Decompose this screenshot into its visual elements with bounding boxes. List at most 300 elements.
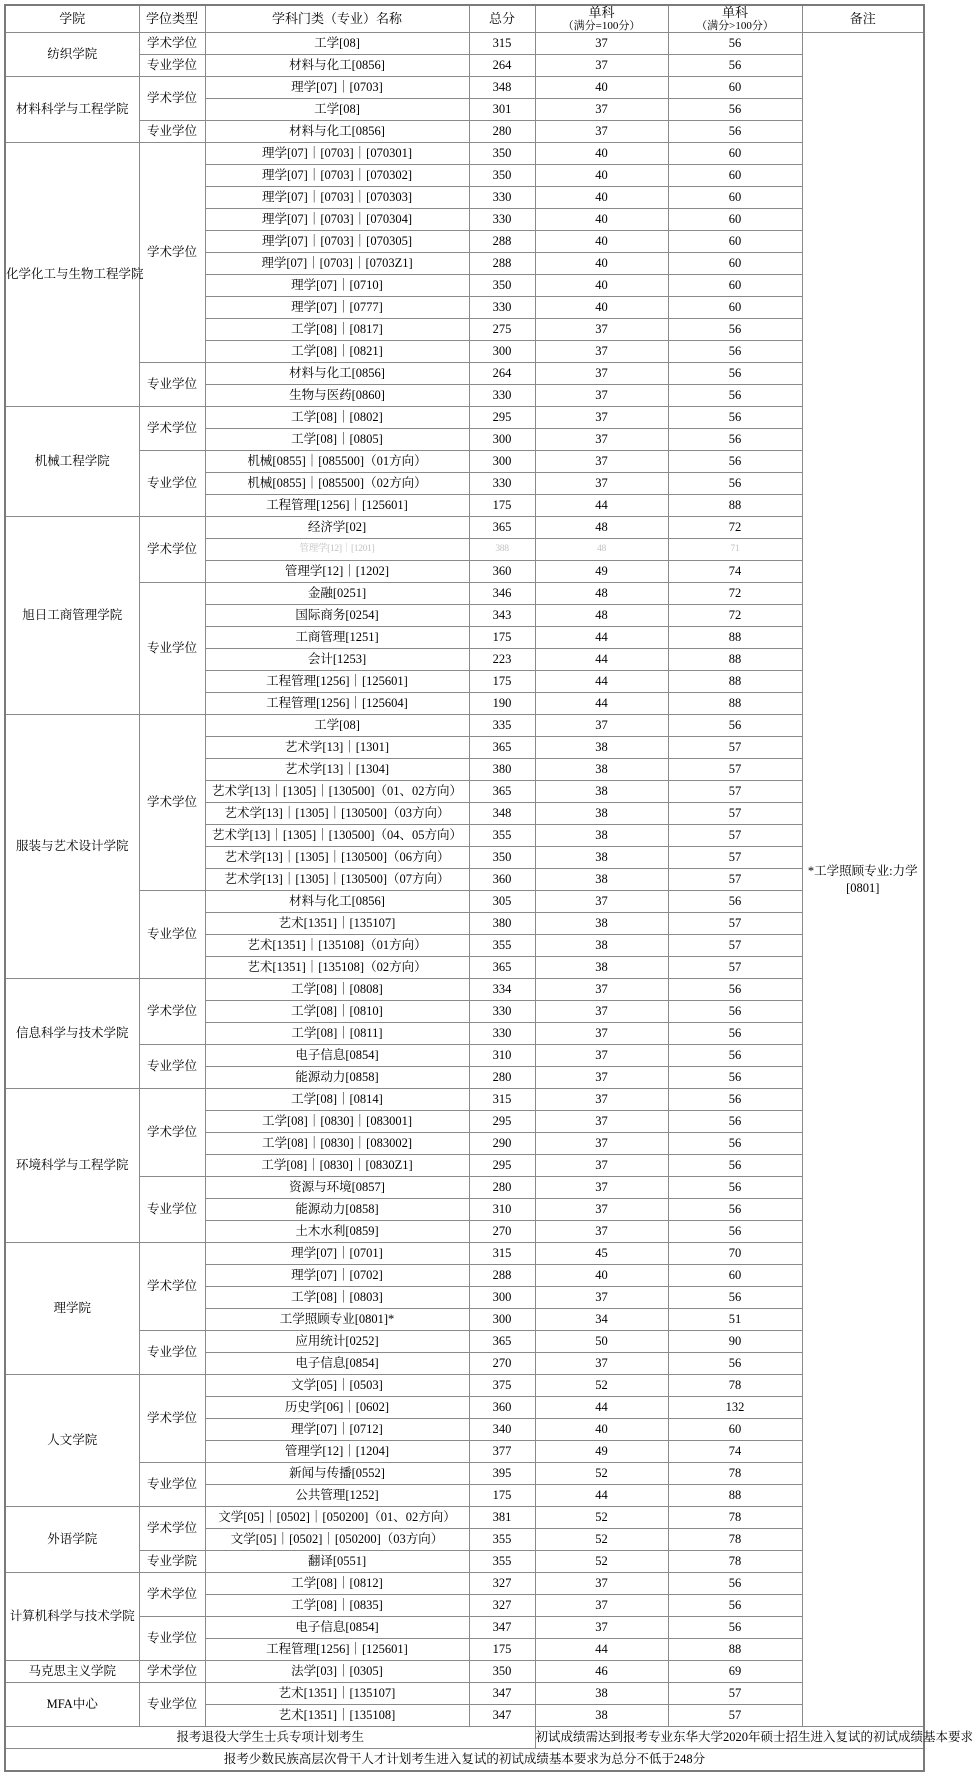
total-score-cell: 365 [469,781,535,803]
single-score-over-100-cell: 88 [668,649,802,671]
total-score-cell: 175 [469,671,535,693]
single-score-100-cell: 37 [535,451,668,473]
degree-type-cell: 学术学位 [139,979,205,1045]
table-row [5,891,924,913]
major-name-cell: 公共管理[1252] [205,1485,469,1507]
total-score-cell: 301 [469,99,535,121]
single-score-100-cell: 37 [535,1353,668,1375]
single-score-over-100-cell: 56 [668,407,802,429]
total-score-cell: 175 [469,627,535,649]
degree-type-cell: 专业学位 [139,583,205,715]
major-name-cell: 艺术[1351]｜[135108]（01方向） [205,935,469,957]
single-score-100-cell: 37 [535,1067,668,1089]
single-score-over-100-cell: 57 [668,957,802,979]
degree-type-cell: 专业学位 [139,55,205,77]
total-score-cell: 280 [469,121,535,143]
single-score-100-cell: 52 [535,1507,668,1529]
single-score-100-cell: 40 [535,275,668,297]
table-row [5,1617,924,1639]
single-score-over-100-cell: 56 [668,1155,802,1177]
college-name-cell: 材料科学与工程学院 [5,77,139,143]
major-name-cell: 能源动力[0858] [205,1067,469,1089]
table-row [5,1507,924,1529]
major-name-cell: 工程管理[1256]｜[125604] [205,693,469,715]
major-name-cell: 理学[07]｜[0703]｜[070302] [205,165,469,187]
total-score-cell: 350 [469,275,535,297]
single-score-100-cell: 45 [535,1243,668,1265]
single-score-100-cell: 37 [535,385,668,407]
single-score-100-cell: 38 [535,803,668,825]
total-score-cell: 190 [469,693,535,715]
single-score-over-100-cell: 78 [668,1529,802,1551]
major-name-cell: 工学[08]｜[0811] [205,1023,469,1045]
single-score-100-cell: 37 [535,1287,668,1309]
single-score-100-cell: 49 [535,561,668,583]
single-score-over-100-cell: 56 [668,1067,802,1089]
major-name-cell: 理学[07]｜[0710] [205,275,469,297]
single-score-100-cell: 37 [535,407,668,429]
major-name-cell: 工学[08]｜[0805] [205,429,469,451]
total-score-cell: 375 [469,1375,535,1397]
total-score-cell: 175 [469,495,535,517]
degree-type-cell: 学术学位 [139,1573,205,1617]
single-score-over-100-cell: 56 [668,1001,802,1023]
single-score-over-100-cell: 57 [668,847,802,869]
total-score-cell: 223 [469,649,535,671]
degree-type-cell: 专业学位 [139,1683,205,1727]
degree-type-cell: 学术学位 [139,1375,205,1463]
total-score-cell: 334 [469,979,535,1001]
single-score-over-100-cell: 88 [668,627,802,649]
major-name-cell: 艺术学[13]｜[1301] [205,737,469,759]
single-score-over-100-cell: 78 [668,1507,802,1529]
remark-note-line1: *工学照顾专业:力学 [807,863,918,878]
major-name-cell: 能源动力[0858] [205,1199,469,1221]
single-score-over-100-cell: 56 [668,1177,802,1199]
major-name-cell: 工学[08]｜[0814] [205,1089,469,1111]
single-score-100-cell: 37 [535,1111,668,1133]
table-body [5,33,924,1727]
single-score-over-100-cell: 60 [668,275,802,297]
single-score-over-100-cell: 56 [668,55,802,77]
single-score-100-cell: 37 [535,1001,668,1023]
table-row [5,1661,924,1683]
single-score-100-cell: 40 [535,187,668,209]
total-score-cell: 388 [469,539,535,561]
major-name-cell: 文学[05]｜[0503] [205,1375,469,1397]
total-score-cell: 295 [469,1111,535,1133]
single-score-100-cell: 37 [535,319,668,341]
major-name-cell: 材料与化工[0856] [205,55,469,77]
total-score-cell: 355 [469,825,535,847]
total-score-cell: 380 [469,759,535,781]
total-score-cell: 348 [469,803,535,825]
single-score-over-100-cell: 56 [668,1617,802,1639]
table-row [5,979,924,1001]
single-score-100-cell: 40 [535,1419,668,1441]
single-score-over-100-cell: 56 [668,363,802,385]
single-score-100-cell: 44 [535,1397,668,1419]
single-score-over-100-cell: 57 [668,869,802,891]
header-remark: 备注 [802,5,924,33]
single-score-over-100-cell: 88 [668,1485,802,1507]
total-score-cell: 300 [469,341,535,363]
total-score-cell: 290 [469,1133,535,1155]
single-score-100-cell: 37 [535,1155,668,1177]
total-score-cell: 365 [469,1331,535,1353]
major-name-cell: 艺术[1351]｜[135107] [205,1683,469,1705]
major-name-cell: 电子信息[0854] [205,1045,469,1067]
major-name-cell: 工学[08]｜[0835] [205,1595,469,1617]
degree-type-cell: 专业学位 [139,1177,205,1243]
single-score-100-cell: 38 [535,1683,668,1705]
major-name-cell: 国际商务[0254] [205,605,469,627]
single-score-over-100-cell: 57 [668,781,802,803]
single-score-over-100-cell: 72 [668,517,802,539]
table-row [5,583,924,605]
table-header [5,5,924,33]
major-name-cell: 理学[07]｜[0703] [205,77,469,99]
total-score-cell: 360 [469,869,535,891]
single-score-100-cell: 46 [535,1661,668,1683]
total-score-cell: 310 [469,1199,535,1221]
major-name-cell: 工学[08]｜[0821] [205,341,469,363]
single-score-100-cell: 40 [535,209,668,231]
table-row [5,55,924,77]
major-name-cell: 工学[08]｜[0830]｜[0830Z1] [205,1155,469,1177]
single-score-over-100-cell: 60 [668,143,802,165]
single-score-100-cell: 37 [535,1045,668,1067]
college-name-cell: 理学院 [5,1243,139,1375]
degree-type-cell: 专业学位 [139,1617,205,1661]
single-score-100-cell: 38 [535,1705,668,1727]
total-score-cell: 360 [469,1397,535,1419]
total-score-cell: 275 [469,319,535,341]
single-score-over-100-cell: 57 [668,1705,802,1727]
single-score-100-cell: 44 [535,1485,668,1507]
single-score-100-cell: 40 [535,143,668,165]
degree-type-cell: 学术学位 [139,1089,205,1177]
total-score-cell: 315 [469,33,535,55]
major-name-cell: 应用统计[0252] [205,1331,469,1353]
single-score-100-cell: 44 [535,693,668,715]
header-single-over-100-line1: 单科 [721,5,748,20]
single-score-over-100-cell: 56 [668,979,802,1001]
total-score-cell: 270 [469,1353,535,1375]
single-score-over-100-cell: 60 [668,231,802,253]
major-name-cell: 艺术学[13]｜[1305]｜[130500]（01、02方向） [205,781,469,803]
single-score-over-100-cell: 56 [668,99,802,121]
single-score-over-100-cell: 56 [668,1353,802,1375]
footer-minority-requirement: 报考少数民族高层次骨干人才计划考生进入复试的初试成绩基本要求为总分不低于248分 [5,1749,924,1772]
total-score-cell: 381 [469,1507,535,1529]
single-score-100-cell: 38 [535,957,668,979]
table-footer [5,1727,973,1772]
total-score-cell: 350 [469,143,535,165]
major-name-cell: 工程管理[1256]｜[125601] [205,671,469,693]
header-degree-type: 学位类型 [139,5,205,33]
degree-type-cell: 专业学位 [139,451,205,517]
single-score-100-cell: 37 [535,979,668,1001]
single-score-over-100-cell: 60 [668,187,802,209]
single-score-over-100-cell: 56 [668,473,802,495]
table-row [5,77,924,99]
single-score-100-cell: 52 [535,1529,668,1551]
table-row [5,451,924,473]
single-score-100-cell: 38 [535,825,668,847]
single-score-100-cell: 40 [535,77,668,99]
single-score-100-cell: 38 [535,847,668,869]
single-score-100-cell: 48 [535,605,668,627]
major-name-cell: 艺术[1351]｜[135108]（02方向） [205,957,469,979]
major-name-cell: 管理学[12]｜[1204] [205,1441,469,1463]
major-name-cell: 机械[0855]｜[085500]（01方向） [205,451,469,473]
single-score-over-100-cell: 56 [668,1595,802,1617]
major-name-cell: 工学[08] [205,715,469,737]
degree-type-cell: 学术学位 [139,77,205,121]
single-score-over-100-cell: 56 [668,891,802,913]
single-score-over-100-cell: 56 [668,1199,802,1221]
total-score-cell: 365 [469,957,535,979]
college-name-cell: MFA中心 [5,1683,139,1727]
major-name-cell: 艺术学[13]｜[1305]｜[130500]（07方向） [205,869,469,891]
single-score-100-cell: 48 [535,539,668,561]
degree-type-cell: 学术学位 [139,1661,205,1683]
single-score-over-100-cell: 74 [668,1441,802,1463]
single-score-over-100-cell: 57 [668,825,802,847]
total-score-cell: 330 [469,385,535,407]
single-score-over-100-cell: 57 [668,1683,802,1705]
major-name-cell: 金融[0251] [205,583,469,605]
single-score-over-100-cell: 56 [668,319,802,341]
degree-type-cell: 专业学位 [139,121,205,143]
single-score-100-cell: 37 [535,1617,668,1639]
college-name-cell: 旭日工商管理学院 [5,517,139,715]
single-score-100-cell: 38 [535,913,668,935]
single-score-over-100-cell: 78 [668,1551,802,1573]
degree-type-cell: 学术学位 [139,715,205,891]
single-score-100-cell: 37 [535,1023,668,1045]
major-name-cell: 艺术学[13]｜[1305]｜[130500]（03方向） [205,803,469,825]
total-score-cell: 288 [469,253,535,275]
single-score-over-100-cell: 56 [668,1133,802,1155]
college-name-cell: 信息科学与技术学院 [5,979,139,1089]
single-score-100-cell: 52 [535,1375,668,1397]
major-name-cell: 艺术学[13]｜[1304] [205,759,469,781]
single-score-100-cell: 40 [535,165,668,187]
single-score-100-cell: 52 [535,1463,668,1485]
single-score-over-100-cell: 56 [668,121,802,143]
major-name-cell: 材料与化工[0856] [205,891,469,913]
degree-type-cell: 专业学位 [139,891,205,979]
major-name-cell: 工学[08]｜[0808] [205,979,469,1001]
total-score-cell: 175 [469,1639,535,1661]
table-row [5,143,924,165]
total-score-cell: 330 [469,297,535,319]
degree-type-cell: 学术学位 [139,1507,205,1551]
major-name-cell: 工学[08]｜[0812] [205,1573,469,1595]
total-score-cell: 360 [469,561,535,583]
single-score-100-cell: 37 [535,1199,668,1221]
major-name-cell: 理学[07]｜[0703]｜[070303] [205,187,469,209]
single-score-100-cell: 48 [535,583,668,605]
total-score-cell: 350 [469,165,535,187]
single-score-over-100-cell: 56 [668,1023,802,1045]
remark-note-line2: [0801] [846,880,880,895]
single-score-100-cell: 37 [535,121,668,143]
single-score-over-100-cell: 56 [668,1287,802,1309]
total-score-cell: 264 [469,363,535,385]
total-score-cell: 346 [469,583,535,605]
major-name-cell: 文学[05]｜[0502]｜[050200]（03方向） [205,1529,469,1551]
single-score-100-cell: 40 [535,231,668,253]
header-single-over-100-line2: （满分>100分） [696,19,774,32]
single-score-100-cell: 38 [535,869,668,891]
degree-type-cell: 学术学位 [139,407,205,451]
major-name-cell: 工学[08]｜[0803] [205,1287,469,1309]
single-score-100-cell: 37 [535,1133,668,1155]
header-college: 学院 [5,5,139,33]
major-name-cell: 资源与环境[0857] [205,1177,469,1199]
single-score-100-cell: 38 [535,935,668,957]
total-score-cell: 355 [469,935,535,957]
single-score-over-100-cell: 74 [668,561,802,583]
single-score-over-100-cell: 56 [668,385,802,407]
single-score-over-100-cell: 56 [668,1045,802,1067]
total-score-cell: 280 [469,1067,535,1089]
single-score-over-100-cell: 60 [668,209,802,231]
total-score-cell: 327 [469,1573,535,1595]
single-score-over-100-cell: 56 [668,1221,802,1243]
single-score-over-100-cell: 88 [668,495,802,517]
total-score-cell: 295 [469,407,535,429]
single-score-100-cell: 37 [535,341,668,363]
major-name-cell: 法学[03]｜[0305] [205,1661,469,1683]
total-score-cell: 288 [469,1265,535,1287]
single-score-over-100-cell: 56 [668,429,802,451]
degree-type-cell: 专业学院 [139,1551,205,1573]
college-name-cell: 人文学院 [5,1375,139,1507]
college-name-cell: 服装与艺术设计学院 [5,715,139,979]
single-score-over-100-cell: 56 [668,1573,802,1595]
table-row [5,1089,924,1111]
total-score-cell: 335 [469,715,535,737]
header-single-100-line2: （满分=100分） [562,19,641,32]
single-score-over-100-cell: 78 [668,1375,802,1397]
single-score-over-100-cell: 56 [668,715,802,737]
single-score-100-cell: 34 [535,1309,668,1331]
major-name-cell: 经济学[02] [205,517,469,539]
table-row [5,517,924,539]
degree-type-cell: 专业学位 [139,1331,205,1375]
table-row [5,1045,924,1067]
major-name-cell: 电子信息[0854] [205,1353,469,1375]
total-score-cell: 355 [469,1529,535,1551]
degree-type-cell: 学术学位 [139,1243,205,1331]
major-name-cell: 管理学[12]｜[1201] [205,539,469,561]
single-score-over-100-cell: 57 [668,803,802,825]
major-name-cell: 理学[07]｜[0712] [205,1419,469,1441]
header-single-over-100 [668,5,802,33]
single-score-100-cell: 40 [535,297,668,319]
college-name-cell: 纺织学院 [5,33,139,77]
single-score-over-100-cell: 88 [668,671,802,693]
single-score-over-100-cell: 72 [668,583,802,605]
total-score-cell: 315 [469,1089,535,1111]
major-name-cell: 会计[1253] [205,649,469,671]
single-score-over-100-cell: 60 [668,77,802,99]
major-name-cell: 工商管理[1251] [205,627,469,649]
total-score-cell: 330 [469,1001,535,1023]
single-score-100-cell: 37 [535,1573,668,1595]
footer-row-minority [5,1749,924,1772]
header-total: 总分 [469,5,535,33]
major-name-cell: 机械[0855]｜[085500]（02方向） [205,473,469,495]
major-name-cell: 历史学[06]｜[0602] [205,1397,469,1419]
single-score-over-100-cell: 60 [668,253,802,275]
single-score-100-cell: 37 [535,1089,668,1111]
major-name-cell: 理学[07]｜[0702] [205,1265,469,1287]
single-score-over-100-cell: 57 [668,759,802,781]
table-row [5,407,924,429]
total-score-cell: 264 [469,55,535,77]
remark-cell [802,33,924,1727]
single-score-over-100-cell: 56 [668,33,802,55]
total-score-cell: 300 [469,1287,535,1309]
major-name-cell: 工学[08]｜[0830]｜[083001] [205,1111,469,1133]
college-name-cell: 化学化工与生物工程学院 [5,143,139,407]
table-row [5,1177,924,1199]
single-score-100-cell: 37 [535,99,668,121]
single-score-100-cell: 44 [535,671,668,693]
single-score-100-cell: 37 [535,363,668,385]
header-single-100-line1: 单科 [588,5,615,20]
single-score-over-100-cell: 132 [668,1397,802,1419]
total-score-cell: 315 [469,1243,535,1265]
single-score-over-100-cell: 56 [668,1111,802,1133]
degree-type-cell: 学术学位 [139,143,205,363]
single-score-over-100-cell: 70 [668,1243,802,1265]
degree-type-cell: 学术学位 [139,33,205,55]
major-name-cell: 理学[07]｜[0777] [205,297,469,319]
total-score-cell: 300 [469,451,535,473]
major-name-cell: 艺术[1351]｜[135107] [205,913,469,935]
major-name-cell: 翻译[0551] [205,1551,469,1573]
single-score-100-cell: 38 [535,781,668,803]
major-name-cell: 理学[07]｜[0703]｜[070301] [205,143,469,165]
single-score-100-cell: 38 [535,737,668,759]
total-score-cell: 305 [469,891,535,913]
total-score-cell: 377 [469,1441,535,1463]
single-score-100-cell: 37 [535,715,668,737]
single-score-100-cell: 48 [535,517,668,539]
single-score-100-cell: 49 [535,1441,668,1463]
major-name-cell: 艺术学[13]｜[1305]｜[130500]（04、05方向） [205,825,469,847]
single-score-over-100-cell: 60 [668,297,802,319]
major-name-cell: 材料与化工[0856] [205,121,469,143]
table-row [5,1683,924,1705]
table-row [5,715,924,737]
college-name-cell: 外语学院 [5,1507,139,1573]
table-row [5,121,924,143]
college-name-cell: 马克思主义学院 [5,1661,139,1683]
single-score-over-100-cell: 57 [668,737,802,759]
single-score-over-100-cell: 57 [668,935,802,957]
total-score-cell: 395 [469,1463,535,1485]
single-score-100-cell: 52 [535,1551,668,1573]
total-score-cell: 295 [469,1155,535,1177]
major-name-cell: 管理学[12]｜[1202] [205,561,469,583]
